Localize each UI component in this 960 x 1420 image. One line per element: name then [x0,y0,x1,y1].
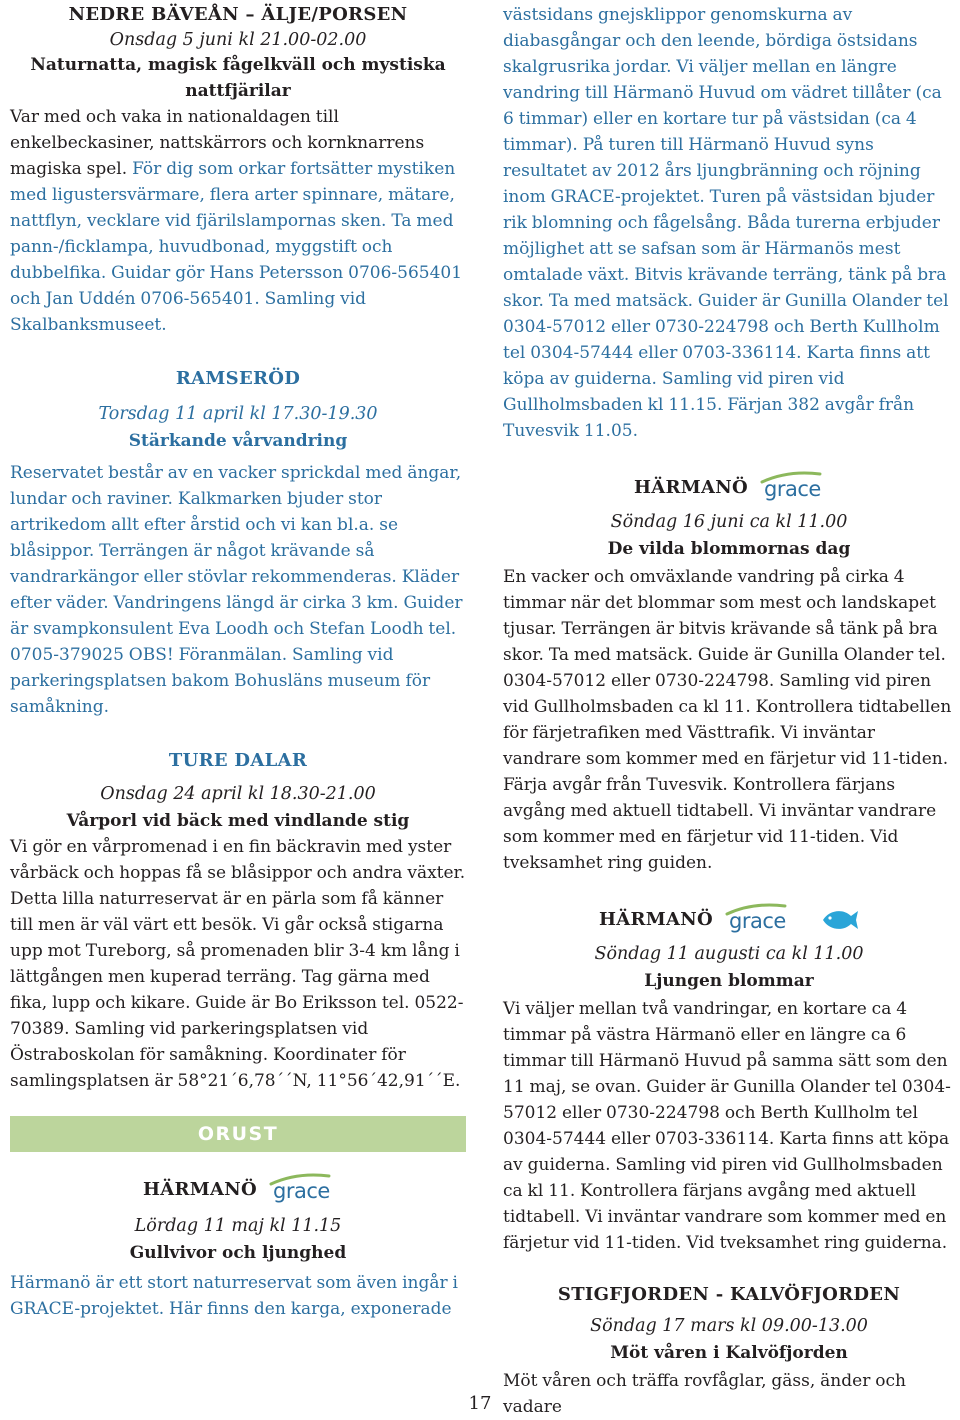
event-heading: STIGFJORDEN - KALVÖFJORDEN [557,1284,901,1305]
event-harmano-juni [503,470,955,876]
fish-icon [821,908,859,932]
event-body: Vi gör en vårpromenad i en fin bäckravin med yster vårbäck och hoppas få se blåsippor och andra växter. Detta lilla naturreservat är en pärla som få känner till men är väl värt ett besök. Vi går också stigarna upp mot Tureborg, så promenaden blir 3-4 km lång i lättgången men kuperad terräng. Tag gärna med fika, lupp och kikare. Guide är Bo Eriksson tel. 0522-70389. Samling vid parkeringsplatsen vid Östraboskolan för samåkning. Koordinater för samlingsplatsen är 58°21´6,78´´N, 11°56´42,91´´E. [10,837,466,1091]
event-heading: RAMSERÖD [175,368,301,389]
event-heading: HÄRMANÖ [633,477,749,498]
event-date: Lördag 11 maj kl 11.15 [134,1216,342,1236]
page-number: 17 [468,1393,492,1414]
region-label: ORUST [197,1123,279,1145]
event-title-line2: nattfjärilar [185,81,291,101]
event-ture-dalar [10,748,466,1094]
event-harmano-augusti [503,902,955,1256]
event-heading-row [503,902,955,938]
event-heading: TURE DALAR [168,750,308,771]
left-column [10,0,466,1322]
event-ramserod [10,366,466,720]
event-title-line1: Naturnatta, magisk fågelkväll och mystiska [30,55,446,75]
event-nedre-baveaan [10,0,466,338]
event-date: Torsdag 11 april kl 17.30-19.30 [98,404,378,424]
region-banner [10,1116,466,1152]
event-body: Möt våren och träffa rovfåglar, gäss, änder och vadare [503,1371,906,1417]
event-harmano-maj-continued [503,0,955,444]
event-heading: HÄRMANÖ [142,1179,258,1200]
event-title: De vilda blommornas dag [607,539,851,559]
grace-logo-text: grace [764,477,821,501]
event-title: Möt våren i Kalvöfjorden [610,1343,848,1363]
event-date: Söndag 17 mars kl 09.00-13.00 [590,1316,868,1336]
event-harmano-maj [10,1172,466,1322]
event-body-part-b: För dig som orkar fortsätter mystiken med ligustersvärmare, flera arter spinnare, mätare, nattflyn, vecklare vid fjärilslampornas sken. Ta med pann-/ficklampa, huvudbonad, myggstift och dubbelfika. Guidar gör Hans Petersson 0706-565401 och Jan Uddén 0706-565401. Samling vid Skalbanksmuseet. [10,159,463,335]
event-heading-row [10,1172,466,1208]
event-date: Söndag 16 juni ca kl 11.00 [610,512,848,532]
grace-logo-text: grace [273,1179,330,1203]
event-body: En vacker och omväxlande vandring på cirka 4 timmar när det blommar som mest och landskapet tjusar. Terrängen är bitvis krävande så tänk på bra skor. Ta med matsäck. Guide är Gunilla Olander tel. 0304-57012 eller 0730-224798. Samling vid piren vid Gullholmsbaden ca kl 11. Kontrollera tidtabellen för färjetrafiken med Västtrafik. Vi inväntar vandrare som kommer med en färjetur vid 11-tiden. Färja avgår från Tuvesvik. Kontrollera färjans avgång med aktuell tidtabell. Vi inväntar vandrare som kommer med en färjetur vid 11-tiden. Vid tveksamhet ring guiden. [503,567,952,873]
grace-logo [758,470,824,506]
event-title: Stärkande vårvandring [128,431,348,451]
grace-logo-text: grace [729,909,786,933]
event-body: Vi väljer mellan två vandringar, en kortare ca 4 timmar på västra Härmanö eller en längre ca 6 timmar till Härmanö Huvud på samma sätt som den 11 maj, se ovan. Guider är Gunilla Olander tel 0304-57012 eller 0730-224798 och Berth Kullholm tel 0304-57444 eller 0703-336114. Karta finns att köpa av guiderna. Samling vid piren vid Gullholmsbaden ca kl 11. Kontrollera färjans avgång med aktuell tidtabell. Vi inväntar vandrare som kommer med en färjetur vid 11-tiden. Vid tveksamhet ring guiderna. [503,999,951,1253]
event-body: Reservatet består av en vacker sprickdal med ängar, lundar och raviner. Kalkmarken bjuder stor artrikedom allt efter årstid och vi kan bl.a. se blåsippor. Terrängen är något krävande så vandrarkängor eller stövlar rekommenderas. Kläder efter väder. Vandringens längd är cirka 3 km. Guider är svampkonsulent Eva Loodh och Stefan Loodh tel. 0705-379025 OBS! Föranmälan. Samling vid parkeringsplatsen bakom Bohusläns museum för samåkning. [10,463,463,717]
event-date: Onsdag 5 juni kl 21.00-02.00 [109,30,367,50]
event-body: Härmanö är ett stort naturreservat som även ingår i GRACE-projektet. Här finns den karga, exponerade [10,1273,458,1319]
event-title: Ljungen blommar [644,971,814,991]
event-title [10,52,466,104]
event-date: Onsdag 24 april kl 18.30-21.00 [100,784,376,804]
event-body [10,104,466,338]
event-heading: HÄRMANÖ [598,909,714,930]
event-body: västsidans gnejsklippor genomskurna av diabasgångar och den leende, bördiga östsidans skalgrusrika jordar. Vi väljer mellan en längre vandring till Härmanö Huvud om vädret tillåter (ca 6 timmar) eller en kortare tur på västsidan (ca 4 timmar). På turen till Härmanö Huvud syns resultatet av 2012 års ljungbränning och röjning inom GRACE-projektet. Turen på västsidan bjuder rik blomning och fågelsång. Båda turerna erbjuder möjlighet att se safsan som är Härmanös mest omtalade växt. Bitvis krävande terräng, tänk på bra skor. Ta med matsäck. Guider är Gunilla Olander tel 0304-57012 eller 0730-224798 och Berth Kullholm tel 0304-57444 eller 0703-336114. Karta finns att köpa av guiderna. Samling vid piren vid Gullholmsbaden kl 11.15. Färjan 382 avgår från Tuvesvik 11.05. [503,5,949,441]
event-title: Vårporl vid bäck med vindlande stig [66,811,410,831]
event-title: Gullvivor och ljunghed [129,1243,347,1263]
grace-logo [723,902,789,938]
event-heading-row [503,470,955,506]
event-body-part-a: Var med och vaka in nationaldagen till enkelbeckasiner, nattskärrors och kornknarrens magiska spel. [10,107,425,179]
event-heading: NEDRE BÄVEÅN – ÄLJE/PORSEN [68,4,408,25]
right-column [503,0,955,1420]
grace-logo [267,1172,333,1208]
event-date: Söndag 11 augusti ca kl 11.00 [594,944,864,964]
